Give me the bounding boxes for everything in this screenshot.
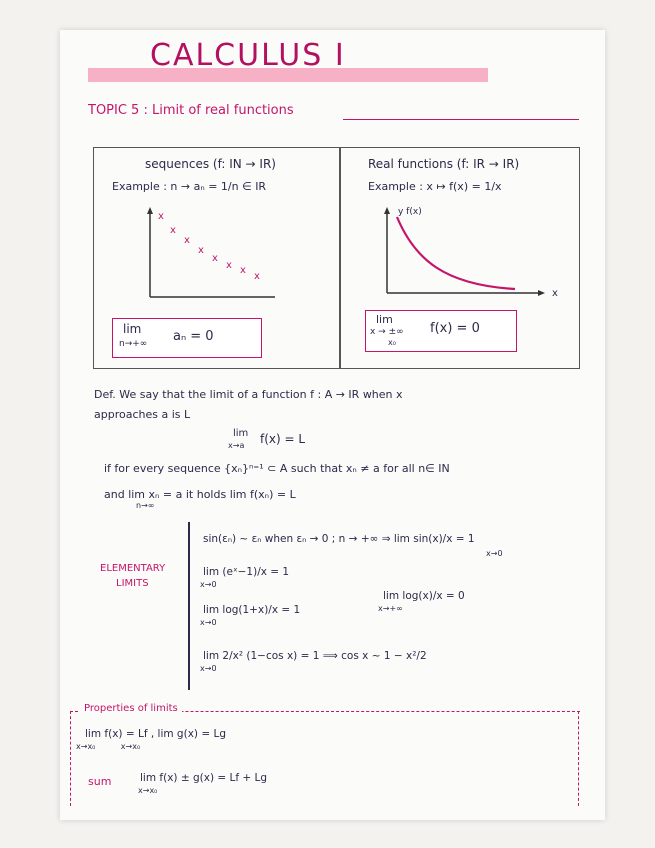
function-axis-x-label: x [552,288,558,299]
definition-formula-lim: lim [233,428,249,439]
sequences-example [112,180,266,193]
definition-line-2: approaches a is L [94,408,191,421]
topic-underline [343,119,579,120]
sequence-point: x [226,260,232,271]
properties-sum-label: sum [88,775,112,788]
definition-formula-expr: f(x) = L [260,432,306,446]
sequence-points [140,205,280,305]
comparison-divider [339,147,341,369]
function-limit-box [365,310,517,352]
function-lim-sub2: x₀ [388,338,396,347]
elementary-row-4-sub: x→0 [200,618,217,627]
sequence-point: x [240,265,246,276]
sequence-point: x [212,253,218,264]
elementary-row-4: lim log(1+x)/x = 1 [203,604,301,616]
page-title: CALCULUS I [150,38,346,73]
definition-line-4: and lim xₙ = a it holds lim f(xₙ) = L [104,488,296,501]
properties-line-1-sub: x→x₀ x→x₀ [76,742,141,751]
function-axis-y-label: y f(x) [398,207,422,217]
elementary-row-5: lim 2/x² (1−cos x) = 1 ⟹ cos x ~ 1 − x²/2 [203,650,427,662]
sequence-point: x [198,245,204,256]
sequence-limit-box [112,318,262,358]
elementary-label-2: LIMITS [116,578,149,589]
properties-line-2: lim f(x) ± g(x) = Lf + Lg [140,772,268,784]
sequence-point: x [158,211,164,222]
properties-heading: Properties of limits [80,703,182,714]
elementary-row-3-sub: x→+∞ [378,604,403,613]
sequences-example-text: Example : n → aₙ = 1/n ∈ IR [112,180,267,193]
function-plot [375,205,550,300]
properties-line-2-sub: x→x₀ [138,786,158,795]
definition-line-1 [94,388,403,401]
sequence-lim-word: lim [123,322,142,336]
definition-line-3: if for every sequence {xₙ}ⁿ⁼¹ ⊂ A such that xₙ ≠ a for all n∈ IN [104,462,450,475]
sequence-lim-expr: aₙ = 0 [173,329,214,344]
properties-border-left [70,711,71,806]
sequence-lim-sub: n→+∞ [119,339,148,349]
elementary-row-2-sub: x→0 [200,580,217,589]
definition-line-4-sub: n→∞ [136,501,155,510]
elementary-row-1: sin(εₙ) ~ εₙ when εₙ → 0 ; n → +∞ ⇒ lim sin(x)/x = 1 [203,533,475,545]
function-lim-word: lim [376,313,393,326]
elementary-row-1-sub: x→0 [486,549,503,558]
functions-example: Example : x ↦ f(x) = 1/x [368,180,502,193]
properties-line-1: lim f(x) = Lf , lim g(x) = Lg [85,728,226,740]
elementary-row-3: lim log(x)/x = 0 [383,590,465,602]
sequence-point: x [184,235,190,246]
sequences-heading: sequences (f: IN → IR) [145,157,276,171]
elementary-row-5-sub: x→0 [200,664,217,673]
functions-heading: Real functions (f: IR → IR) [368,157,520,171]
function-lim-sub: x → ±∞ [370,327,404,337]
sequence-point: x [254,271,260,282]
sequence-point: x [170,225,176,236]
elementary-row-2: lim (eˣ−1)/x = 1 [203,566,290,578]
definition-formula-sub: x→a [228,441,245,450]
function-lim-expr: f(x) = 0 [430,321,480,336]
elementary-divider [188,522,190,690]
elementary-label-1: ELEMENTARY [100,563,166,574]
properties-border-right [578,711,579,806]
definition-text-1: Def. We say that the limit of a function f : A → IR when x [94,388,403,401]
topic-heading: TOPIC 5 : Limit of real functions [88,103,294,118]
